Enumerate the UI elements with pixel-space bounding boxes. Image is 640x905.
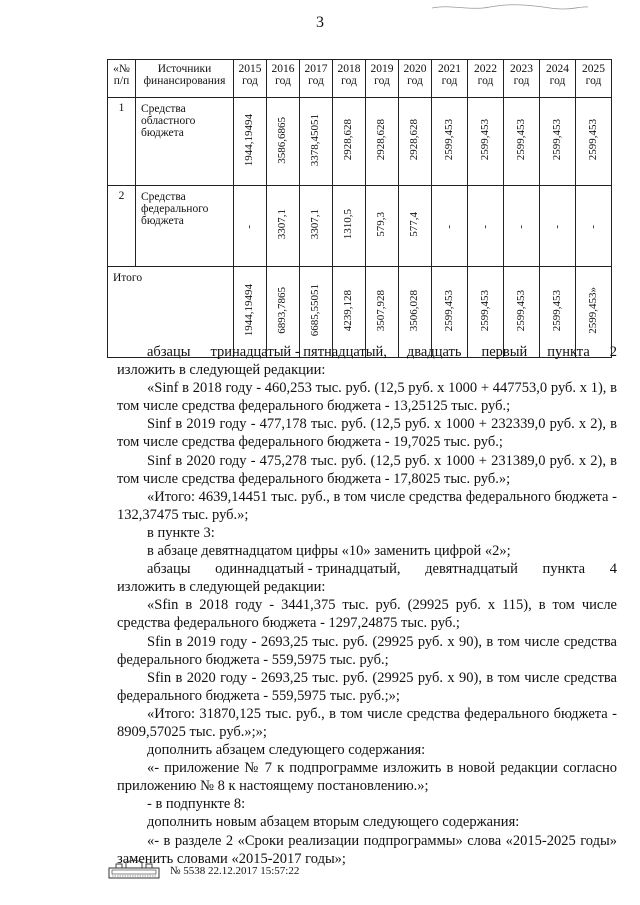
paragraph: «Sfin в 2018 году - 3441,375 тыс. руб. (29925 руб. х 115), в том числе средства федерального бюджета - 1297,24875 тыс. руб.;	[117, 597, 617, 632]
table-cell: -	[478, 225, 491, 229]
table-cell: -	[442, 225, 455, 229]
paragraph: «Sinf в 2018 году - 460,253 тыс. руб. (12,5 руб. х 1000 + 447753,0 руб. х 1), в том числе средства федерального бюджета - 13,25125 тыс. руб.;	[117, 380, 617, 415]
paragraph: «- приложение № 7 к подпрограмме изложить в новой редакции согласно приложению № 8 к настоящему постановлению.»;	[117, 760, 617, 795]
table-cell: -	[550, 225, 563, 229]
paragraph: Sinf в 2020 году - 475,278 тыс. руб. (12,5 руб. х 1000 + 231389,0 руб. х 2), в том числе средства федерального бюджета - 17,8025 тыс. руб.»;	[117, 452, 617, 487]
pen-mark	[430, 2, 590, 12]
table-cell: 579,3	[375, 212, 388, 237]
table-cell: 2599,453	[478, 289, 491, 332]
header-cell: Источники финансирования	[136, 60, 234, 98]
table-cell: 2599,453»	[586, 287, 599, 334]
table-cell: 1310,5	[342, 209, 355, 240]
word: пункта	[542, 561, 586, 578]
table-cell: 3507,928	[375, 289, 388, 332]
word: одиннадцатый - тринадцатый,	[215, 561, 401, 578]
header-cell: 2023 год	[504, 60, 540, 98]
paragraph	[117, 560, 617, 578]
header-cell: 2017 год	[300, 60, 333, 98]
table-cell: 6893,7865	[276, 287, 289, 334]
table-cell: 2599,453	[478, 119, 491, 161]
registration-stamp: № 5538 22.12.2017 15:57:22	[170, 865, 300, 877]
word: абзацы	[147, 561, 191, 578]
word: первый	[481, 344, 528, 360]
table-cell: 2599,453	[550, 119, 563, 161]
table-cell: 3307,1	[276, 209, 289, 240]
header-cell: 2024 год	[540, 60, 576, 98]
header-cell: 2022 год	[468, 60, 504, 98]
header-cell: 2020 год	[399, 60, 432, 98]
header-cell: 2025 год	[576, 60, 612, 98]
paragraph: Sinf в 2019 году - 477,178 тыс. руб. (12,5 руб. х 1000 + 232339,0 руб. х 2), в том числе средства федерального бюджета - 19,7025 тыс. руб.;	[117, 416, 617, 451]
table-cell: 2599,453	[514, 119, 527, 161]
word: девятнадцатый	[425, 561, 518, 578]
paragraph: дополнить абзацем следующего содержания:	[147, 742, 426, 759]
table-cell: 577,4	[408, 212, 421, 237]
header-cell: 2018 год	[333, 60, 366, 98]
word: 2	[609, 344, 617, 360]
table-cell: 3307,1	[309, 209, 322, 240]
table-cell: 2599,453	[586, 119, 599, 161]
paragraph: в абзаце девятнадцатом цифры «10» заменить цифрой «2»;	[147, 543, 511, 560]
table-cell: 1944,19494	[243, 113, 256, 167]
header-cell: 2019 год	[366, 60, 399, 98]
header-cell: 2015 год	[234, 60, 267, 98]
table-header-row	[108, 60, 612, 98]
paragraph: изложить в следующей редакции:	[117, 362, 326, 379]
word: абзацы	[147, 344, 191, 360]
header-cell: «№ п/п	[108, 60, 136, 98]
table-cell: -	[243, 225, 256, 229]
table-cell: 2599,453	[442, 289, 455, 332]
paragraph: изложить в следующей редакции:	[117, 579, 326, 596]
table-cell: 1944,19494	[243, 284, 256, 337]
registry-logo-icon	[108, 859, 160, 879]
row-source: Средства областного бюджета	[136, 98, 234, 186]
body-text	[117, 343, 617, 868]
table-cell: 2928,628	[375, 119, 388, 161]
table-cell: 2599,453	[514, 289, 527, 332]
table-cell: 4239,128	[342, 289, 355, 332]
paragraph	[117, 343, 617, 361]
paragraph: Sfin в 2020 году - 2693,25 тыс. руб. (29925 руб. х 90), в том числе средства федерального бюджета - 559,5975 тыс. руб.;»;	[117, 669, 617, 704]
paragraph: «Итого: 4639,14451 тыс. руб., в том числе средства федерального бюджета - 132,37475 тыс. руб.»;	[117, 488, 617, 523]
table-cell: 2599,453	[442, 119, 455, 161]
table-cell: 6685,55051	[309, 284, 322, 337]
word: двадцать	[406, 344, 462, 360]
header-cell: 2021 год	[432, 60, 468, 98]
table-row	[108, 98, 612, 186]
page-number: 3	[316, 14, 324, 31]
table-cell: 2928,628	[408, 119, 421, 161]
table-cell: 3586,6865	[276, 116, 289, 164]
row-source: Средства федерального бюджета	[136, 186, 234, 267]
paragraph: «- в разделе 2 «Сроки реализации подпрограммы» слова «2015-2025 годы» заменить словами «2015-2017 годы»;	[117, 832, 617, 867]
table-cell: 3378,45051	[309, 113, 322, 167]
row-number: 1	[108, 98, 136, 186]
table-cell: -	[514, 225, 527, 229]
paragraph: дополнить новым абзацем вторым следующего содержания:	[147, 814, 520, 831]
paragraph: - в подпункте 8:	[147, 796, 246, 813]
table-row	[108, 186, 612, 267]
table-cell: 2928,628	[342, 119, 355, 161]
paragraph: Sfin в 2019 году - 2693,25 тыс. руб. (29925 руб. х 90), в том числе средства федерального бюджета - 559,5975 тыс. руб.;	[117, 633, 617, 668]
word: 4	[609, 561, 617, 578]
paragraph: «Итого: 31870,125 тыс. руб., в том числе средства федерального бюджета - 8909,57025 тыс. руб.»;»;	[117, 705, 617, 740]
financing-table	[107, 59, 612, 358]
row-number: 2	[108, 186, 136, 267]
header-cell: 2016 год	[267, 60, 300, 98]
table-cell: -	[586, 225, 599, 229]
table-cell: 3506,028	[408, 289, 421, 332]
paragraph: в пункте 3:	[147, 524, 215, 541]
word: пункта	[547, 344, 590, 360]
footer	[108, 857, 299, 879]
table-cell: 2599,453	[550, 289, 563, 332]
word: тринадцатый - пятнадцатый,	[210, 344, 387, 360]
total-label: Итого	[108, 267, 234, 358]
